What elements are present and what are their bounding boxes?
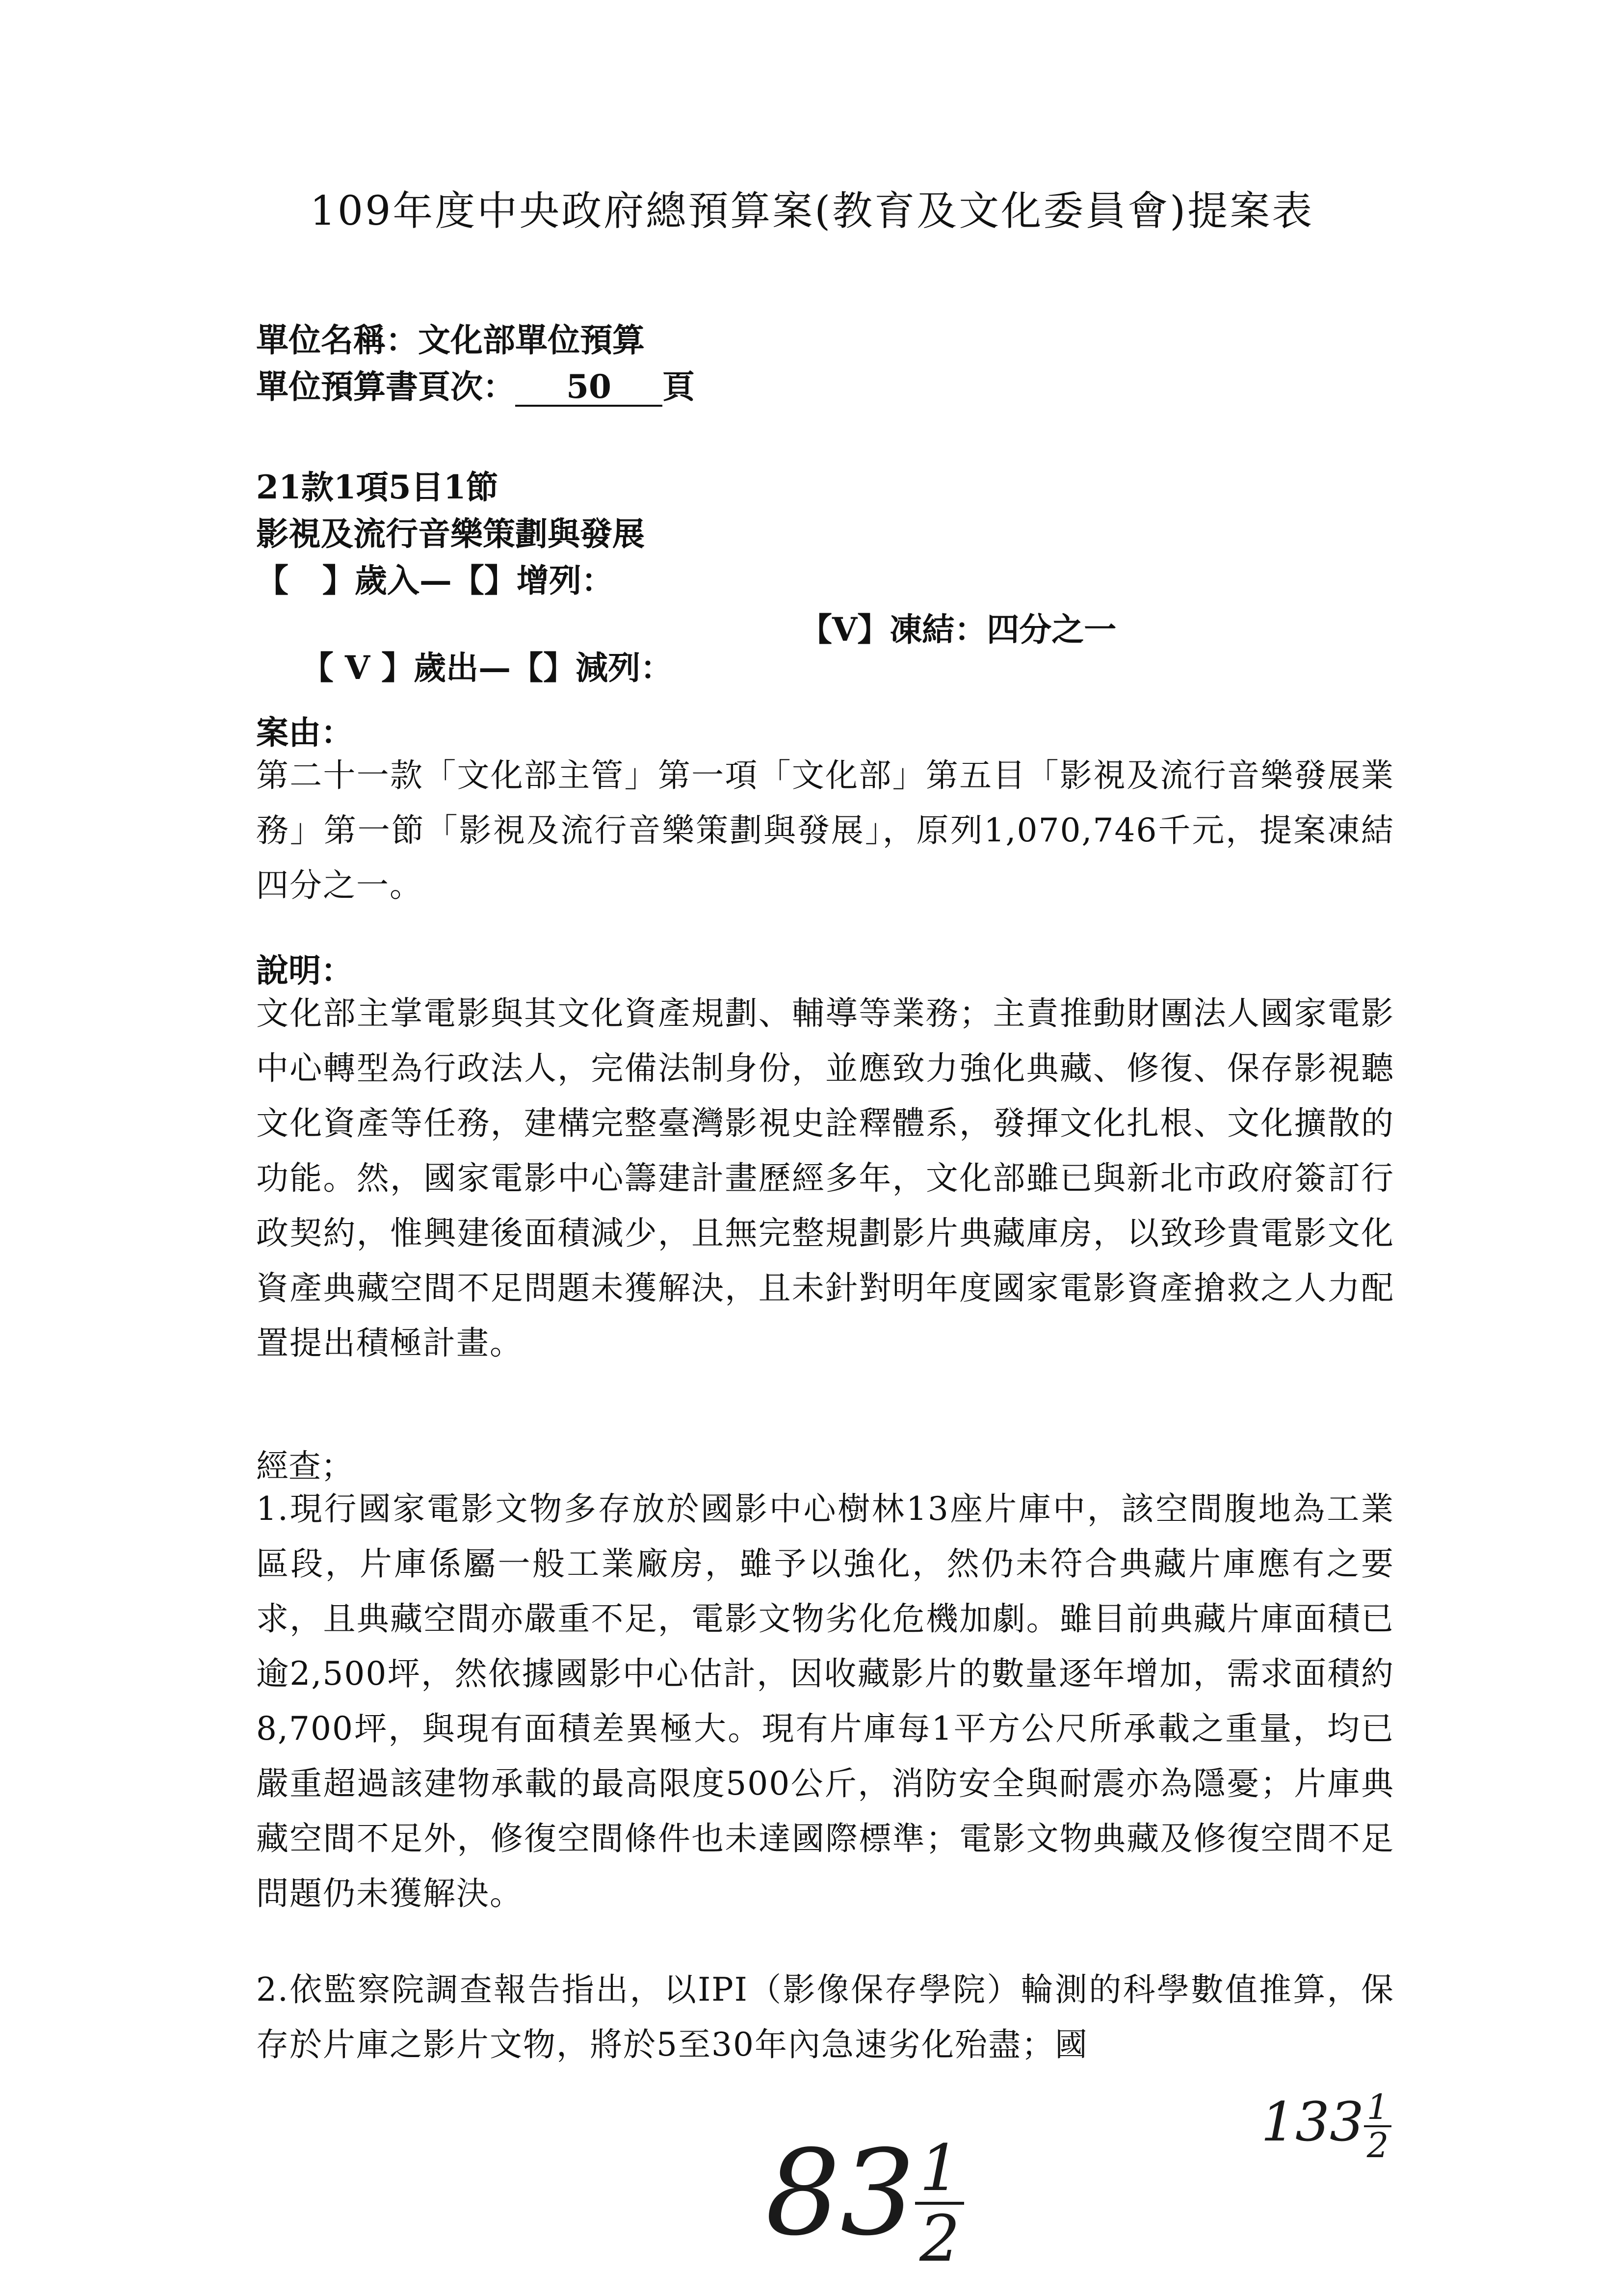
reason-text: 第二十一款「文化部主管」第一項「文化部」第五目「影視及流行音樂發展業務」第一節「影視及流行音樂策劃與發展」，原列1,070,746千元，提案凍結四分之一。 bbox=[256, 757, 1394, 904]
handwritten-fraction bbox=[915, 2130, 964, 2276]
expenditure-text: 【 V 】歲出—【】減列： bbox=[301, 649, 673, 687]
reason-heading: 案由： bbox=[256, 713, 353, 752]
budget-page-suffix: 頁 bbox=[662, 367, 695, 406]
handwritten-fraction-alt-den: 2 bbox=[1366, 2125, 1389, 2166]
item-name: 影視及流行音樂策劃與發展 bbox=[256, 515, 645, 553]
freeze-line: 【V】凍結：四分之一 bbox=[800, 610, 1117, 649]
budget-page-line bbox=[256, 361, 695, 407]
review-point-2: 2.依監察院調查報告指出，以IPI（影像保存學院）輪測的科學數值推算，保存於片庫之影片文物，將於5至30年內急速劣化殆盡；國 bbox=[256, 1971, 1394, 2063]
review-heading: 經查； bbox=[256, 1447, 353, 1485]
handwritten-page-number bbox=[765, 2124, 964, 2276]
item-code: 21款1項5目1節 bbox=[256, 468, 498, 506]
budget-page-label: 單位預算書頁次： bbox=[256, 367, 515, 406]
review-point-1: 1.現行國家電影文物多存放於國影中心樹林13座片庫中，該空間腹地為工業區段，片庫係屬一般工業廠房，雖予以強化，然仍未符合典藏片庫應有之要求，且典藏空間亦嚴重不足，電影文物劣化危機加劇。雖目前典藏片庫面積已逾2,500坪，然依據國影中心估計，因收藏影片的數量逐年增加，需求面積約8,700坪，與現有面積差異極大。現有片庫每1平方公尺所承載之重量，均已嚴重超過該建物承載的最高限度500公斤，消防安全與耐震亦為隱憂；片庫典藏空間不足外，修復空間條件也未達國際標準；電影文物典藏及修復空間不足問題仍未獲解決。 bbox=[256, 1490, 1394, 1912]
handwritten-fraction-num: 1 bbox=[919, 2130, 960, 2205]
explanation-heading: 說明： bbox=[256, 951, 353, 990]
handwritten-fraction-alt-num: 1 bbox=[1366, 2087, 1389, 2127]
handwritten-page-number-alt-main: 133 bbox=[1261, 2090, 1364, 2153]
revenue-line: 【 】歲入—【】增列： bbox=[256, 561, 614, 600]
handwritten-page-number-main: 83 bbox=[765, 2124, 916, 2262]
unit-name-label: 單位名稱： bbox=[256, 321, 418, 359]
page-title: 109年度中央政府總預算案(教育及文化委員會)提案表 bbox=[310, 188, 1314, 235]
budget-page-value: 50 bbox=[515, 369, 662, 407]
handwritten-fraction-den: 2 bbox=[919, 2201, 960, 2276]
handwritten-page-number-alt bbox=[1261, 2087, 1391, 2166]
unit-name-value: 文化部單位預算 bbox=[418, 321, 645, 359]
unit-name-line bbox=[256, 314, 645, 361]
explanation-text: 文化部主掌電影與其文化資產規劃、輔導等業務；主責推動財團法人國家電影中心轉型為行政法人，完備法制身份，並應致力強化典藏、修復、保存影視聽文化資產等任務，建構完整臺灣影視史詮釋體系，發揮文化扎根、文化擴散的功能。然，國家電影中心籌建計畫歷經多年，文化部雖已與新北市政府簽訂行政契約，惟興建後面積減少，且無完整規劃影片典藏庫房，以致珍貴電影文化資產典藏空間不足問題未獲解決，且未針對明年度國家電影資產搶救之人力配置提出積極計畫。 bbox=[256, 994, 1394, 1362]
handwritten-fraction-alt bbox=[1364, 2087, 1391, 2166]
